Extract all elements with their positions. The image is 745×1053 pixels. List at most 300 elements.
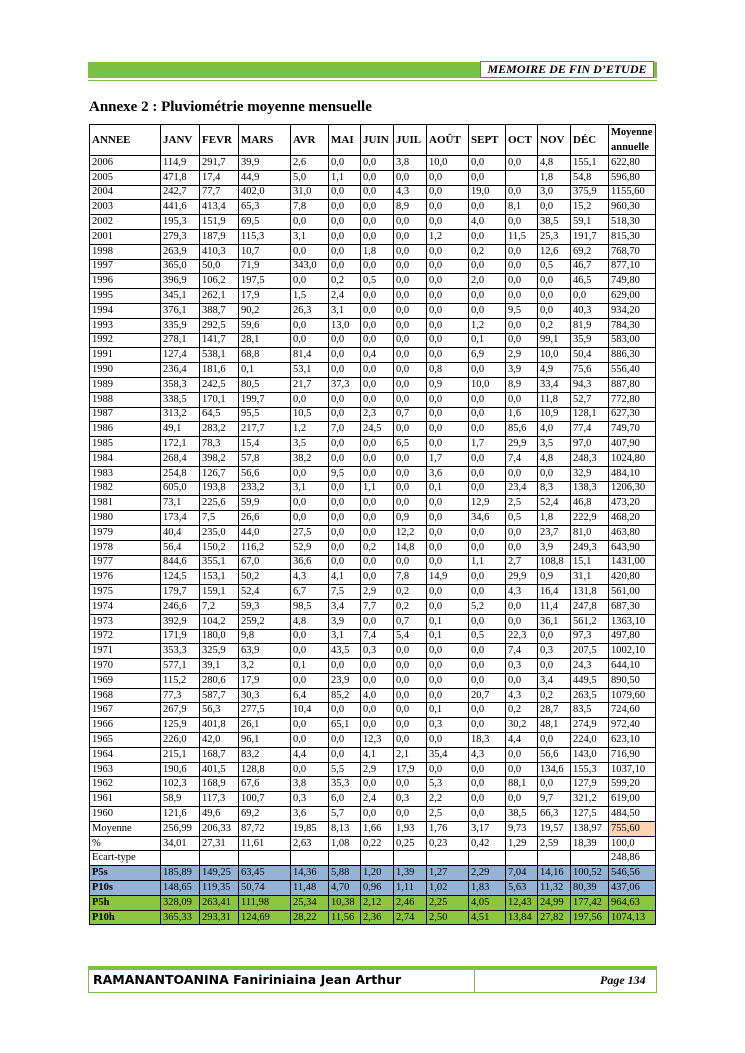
table-cell: 0,3: [361, 644, 394, 659]
table-cell: 25,34: [291, 895, 329, 910]
table-cell: 52,4: [538, 496, 571, 511]
table-cell: 263,5: [571, 688, 609, 703]
table-cell: 1363,10: [609, 614, 656, 629]
table-cell: 398,2: [200, 451, 239, 466]
table-cell: 13,84: [506, 910, 538, 925]
table-cell: 0,0: [427, 185, 469, 200]
table-cell: 149,25: [200, 866, 239, 881]
table-cell: 11,61: [239, 836, 291, 851]
table-cell: 191,7: [571, 229, 609, 244]
table-cell: 0,0: [469, 585, 506, 600]
table-cell: 0,0: [427, 244, 469, 259]
table-cell: 1963: [90, 762, 161, 777]
table-cell: 0,0: [361, 614, 394, 629]
table-cell: 376,1: [161, 303, 200, 318]
table-cell: 1988: [90, 392, 161, 407]
table-cell: 80,5: [239, 377, 291, 392]
table-cell: 207,5: [571, 644, 609, 659]
table-cell: 844,6: [161, 555, 200, 570]
table-cell: 2,46: [394, 895, 427, 910]
table-cell: 716,90: [609, 747, 656, 762]
table-cell: 644,10: [609, 659, 656, 674]
table-cell: 81,4: [291, 348, 329, 363]
table-row: [90, 333, 656, 348]
table-cell: 32,9: [571, 466, 609, 481]
table-cell: 0,0: [361, 496, 394, 511]
table-cell: 0,0: [329, 215, 361, 230]
table-cell: 0,0: [361, 570, 394, 585]
table-cell: 81,0: [571, 525, 609, 540]
table-cell: 29,9: [506, 437, 538, 452]
table-row: [90, 274, 656, 289]
table-cell: 0,0: [469, 718, 506, 733]
table-cell: 23,7: [538, 525, 571, 540]
table-cell: 7,8: [291, 200, 329, 215]
table-cell: 1985: [90, 437, 161, 452]
table-cell: 242,5: [200, 377, 239, 392]
table-cell: 69,2: [239, 807, 291, 822]
table-row: [90, 673, 656, 688]
table-cell: 0,0: [469, 703, 506, 718]
table-cell: 293,31: [200, 910, 239, 925]
table-cell: 1,8: [538, 170, 571, 185]
table-cell: 1,1: [329, 170, 361, 185]
table-cell: 10,9: [538, 407, 571, 422]
table-cell: 365,0: [161, 259, 200, 274]
table-cell: 4,8: [291, 614, 329, 629]
table-cell: 114,9: [161, 156, 200, 171]
table-cell: 0,0: [427, 644, 469, 659]
table-cell: 413,4: [200, 200, 239, 215]
table-cell: 14,9: [427, 570, 469, 585]
table-cell: 1990: [90, 363, 161, 378]
table-cell: 3,2: [239, 659, 291, 674]
table-cell: 1981: [90, 496, 161, 511]
table-cell: 1998: [90, 244, 161, 259]
table-cell: 31,0: [291, 185, 329, 200]
table-cell: 0,0: [394, 318, 427, 333]
table-cell: 1,2: [427, 229, 469, 244]
table-cell: 46,5: [571, 274, 609, 289]
table-cell: 3,1: [291, 229, 329, 244]
table-cell: 0,0: [394, 644, 427, 659]
table-cell: 256,99: [161, 821, 200, 836]
table-cell: 274,9: [571, 718, 609, 733]
table-cell: 0,0: [329, 481, 361, 496]
table-cell: 0,7: [394, 407, 427, 422]
table-cell: 115,3: [239, 229, 291, 244]
table-cell: 2,0: [469, 274, 506, 289]
table-row: [90, 156, 656, 171]
table-cell: 28,22: [291, 910, 329, 925]
table-cell: 0,0: [469, 481, 506, 496]
table-cell: 100,52: [571, 866, 609, 881]
table-cell: 0,42: [469, 836, 506, 851]
table-cell: 643,90: [609, 540, 656, 555]
table-cell: 3,4: [538, 673, 571, 688]
table-cell: 8,13: [329, 821, 361, 836]
table-cell: 0,0: [361, 659, 394, 674]
table-cell: 291,7: [200, 156, 239, 171]
table-cell: 31,1: [571, 570, 609, 585]
column-header: JUIL: [394, 125, 427, 156]
table-row: [90, 303, 656, 318]
table-cell: 0,0: [291, 718, 329, 733]
table-cell: 0,8: [427, 363, 469, 378]
table-cell: 0,0: [469, 422, 506, 437]
table-cell: 0,0: [394, 303, 427, 318]
table-cell: 473,20: [609, 496, 656, 511]
table-cell: 0,9: [394, 511, 427, 526]
table-cell: 0,3: [538, 644, 571, 659]
table-cell: 0,0: [506, 792, 538, 807]
table-cell: 0,0: [427, 348, 469, 363]
table-cell: 0,0: [361, 333, 394, 348]
table-cell: 77,4: [571, 422, 609, 437]
table-cell: 2,9: [361, 762, 394, 777]
table-cell: 2006: [90, 156, 161, 171]
table-cell: 8,9: [394, 200, 427, 215]
table-cell: 121,6: [161, 807, 200, 822]
table-cell: 17,9: [239, 673, 291, 688]
row-label: P10s: [90, 881, 161, 896]
table-cell: 57,8: [239, 451, 291, 466]
table-cell: 90,2: [239, 303, 291, 318]
table-cell: 0,0: [506, 318, 538, 333]
table-cell: 59,9: [239, 496, 291, 511]
table-row: [90, 762, 656, 777]
table-cell: 226,0: [161, 733, 200, 748]
column-header: ANNEE: [90, 125, 161, 156]
table-cell: 52,4: [239, 585, 291, 600]
table-cell: 538,1: [200, 348, 239, 363]
table-cell: 1,8: [361, 244, 394, 259]
table-cell: 39,1: [200, 659, 239, 674]
table-cell: 100,7: [239, 792, 291, 807]
table-cell: 0,0: [427, 437, 469, 452]
table-cell: 0,0: [291, 244, 329, 259]
table-cell: 556,40: [609, 363, 656, 378]
table-cell: 388,7: [200, 303, 239, 318]
table-cell: 1,11: [394, 881, 427, 896]
table-cell: 292,5: [200, 318, 239, 333]
table-cell: 623,10: [609, 733, 656, 748]
table-cell: 6,0: [329, 792, 361, 807]
table-cell: 83,5: [571, 703, 609, 718]
table-row: [90, 659, 656, 674]
table-row: [90, 733, 656, 748]
table-cell: 102,3: [161, 777, 200, 792]
table-cell: 168,9: [200, 777, 239, 792]
table-cell: 64,5: [200, 407, 239, 422]
table-cell: 52,7: [571, 392, 609, 407]
table-cell: 2002: [90, 215, 161, 230]
table-row: [90, 540, 656, 555]
table-cell: 338,5: [161, 392, 200, 407]
table-cell: 0,0: [469, 170, 506, 185]
table-cell: 27,31: [200, 836, 239, 851]
table-cell: 0,0: [427, 318, 469, 333]
table-cell: 964,63: [609, 895, 656, 910]
table-cell: 402,0: [239, 185, 291, 200]
table-cell: 2,6: [291, 156, 329, 171]
table-cell: 10,0: [427, 156, 469, 171]
table-cell: 217,7: [239, 422, 291, 437]
row-label: P5h: [90, 895, 161, 910]
table-row: [90, 777, 656, 792]
table-cell: 1982: [90, 481, 161, 496]
table-cell: 0,0: [394, 703, 427, 718]
table-cell: 0,2: [506, 703, 538, 718]
table-cell: 12,6: [538, 244, 571, 259]
table-cell: 3,1: [329, 303, 361, 318]
table-cell: 131,8: [571, 585, 609, 600]
table-cell: 36,1: [538, 614, 571, 629]
table-cell: 248,3: [571, 451, 609, 466]
table-cell: 27,5: [291, 525, 329, 540]
table-cell: 401,8: [200, 718, 239, 733]
table-cell: 497,80: [609, 629, 656, 644]
table-cell: 12,43: [506, 895, 538, 910]
table-cell: 1968: [90, 688, 161, 703]
table-cell: 3,6: [427, 466, 469, 481]
table-cell: 14,16: [538, 866, 571, 881]
table-cell: 263,41: [200, 895, 239, 910]
table-cell: 10,7: [239, 244, 291, 259]
table-cell: 233,2: [239, 481, 291, 496]
table-cell: 85,6: [506, 422, 538, 437]
table-cell: 0,96: [361, 881, 394, 896]
table-cell: 0,0: [427, 688, 469, 703]
table-cell: 0,0: [329, 348, 361, 363]
table-cell: 8,3: [538, 481, 571, 496]
table-cell: 0,0: [506, 274, 538, 289]
table-cell: 0,7: [394, 614, 427, 629]
table-cell: 5,7: [329, 807, 361, 822]
table-cell: 2,9: [361, 585, 394, 600]
table-cell: 0,0: [538, 303, 571, 318]
table-cell: 1002,10: [609, 644, 656, 659]
table-cell: 4,0: [469, 215, 506, 230]
table-cell: 0,0: [329, 733, 361, 748]
table-cell: 0,0: [329, 525, 361, 540]
table-cell: 53,1: [291, 363, 329, 378]
table-cell: 199,7: [239, 392, 291, 407]
table-cell: 0,0: [329, 392, 361, 407]
table-cell: 0,0: [469, 407, 506, 422]
table-cell: 5,2: [469, 599, 506, 614]
table-cell: 0,0: [394, 496, 427, 511]
table-cell: 7,5: [200, 511, 239, 526]
table-cell: 4,0: [361, 688, 394, 703]
table-cell: 0,0: [538, 200, 571, 215]
table-cell: 0,0: [469, 259, 506, 274]
table-cell: 225,6: [200, 496, 239, 511]
table-cell: 50,74: [239, 881, 291, 896]
table-cell: 2,36: [361, 910, 394, 925]
table-cell: 0,0: [361, 673, 394, 688]
table-cell: 599,20: [609, 777, 656, 792]
table-cell: 1,1: [361, 481, 394, 496]
table-cell: 0,2: [538, 688, 571, 703]
table-cell: 0,0: [291, 733, 329, 748]
table-row: [90, 451, 656, 466]
table-cell: 1,39: [394, 866, 427, 881]
table-cell: 56,3: [200, 703, 239, 718]
table-cell: 0,1: [427, 629, 469, 644]
table-cell: 1960: [90, 807, 161, 822]
summary-row: [90, 881, 656, 896]
table-cell: 4,70: [329, 881, 361, 896]
table-cell: 26,1: [239, 718, 291, 733]
table-cell: 0,0: [329, 244, 361, 259]
table-cell: 148,65: [161, 881, 200, 896]
table-cell: 0,0: [291, 318, 329, 333]
table-cell: 24,5: [361, 422, 394, 437]
table-cell: 181,6: [200, 363, 239, 378]
table-cell: 772,80: [609, 392, 656, 407]
table-cell: 0,0: [506, 244, 538, 259]
table-cell: 104,2: [200, 614, 239, 629]
table-cell: 15,4: [239, 437, 291, 452]
summary-row: [90, 851, 656, 866]
table-cell: 0,0: [361, 318, 394, 333]
table-cell: 0,0: [506, 540, 538, 555]
table-cell: 0,0: [361, 718, 394, 733]
table-cell: 0,0: [329, 437, 361, 452]
table-cell: 4,1: [329, 570, 361, 585]
table-cell: 127,4: [161, 348, 200, 363]
table-cell: 890,50: [609, 673, 656, 688]
table-cell: 0,9: [538, 570, 571, 585]
table-cell: 155,3: [571, 762, 609, 777]
table-cell: 259,2: [239, 614, 291, 629]
table-cell: 0,2: [361, 540, 394, 555]
table-cell: 0,0: [427, 259, 469, 274]
table-cell: 0,0: [394, 673, 427, 688]
table-cell: 407,90: [609, 437, 656, 452]
table-row: [90, 348, 656, 363]
table-cell: 0,0: [571, 289, 609, 304]
table-cell: 262,1: [200, 289, 239, 304]
table-cell: 3,17: [469, 821, 506, 836]
table-cell: 2,12: [361, 895, 394, 910]
table-cell: 206,33: [200, 821, 239, 836]
table-cell: 0,0: [291, 673, 329, 688]
table-cell: 99,1: [538, 333, 571, 348]
column-header: AOÛT: [427, 125, 469, 156]
table-cell: 224,0: [571, 733, 609, 748]
summary-row: [90, 821, 656, 836]
table-cell: 0,0: [394, 215, 427, 230]
table-cell: 4,3: [469, 747, 506, 762]
table-row: [90, 629, 656, 644]
table-cell: 561,2: [571, 614, 609, 629]
table-cell: 0,5: [538, 259, 571, 274]
table-cell: 0,2: [394, 599, 427, 614]
table-cell: 1037,10: [609, 762, 656, 777]
table-row: [90, 644, 656, 659]
table-cell: 0,0: [427, 659, 469, 674]
table-cell: 0,0: [538, 629, 571, 644]
table-cell: [469, 851, 506, 866]
table-cell: 0,0: [427, 540, 469, 555]
table-cell: 8,9: [506, 377, 538, 392]
table-cell: 23,4: [506, 481, 538, 496]
table-cell: 1995: [90, 289, 161, 304]
table-row: [90, 259, 656, 274]
table-cell: 17,4: [200, 170, 239, 185]
table-cell: 1,8: [538, 511, 571, 526]
table-cell: 1,08: [329, 836, 361, 851]
column-header: OCT: [506, 125, 538, 156]
table-cell: 0,0: [506, 333, 538, 348]
table-cell: 627,30: [609, 407, 656, 422]
table-cell: 56,6: [538, 747, 571, 762]
table-cell: 173,4: [161, 511, 200, 526]
table-cell: 335,9: [161, 318, 200, 333]
table-cell: 0,0: [394, 555, 427, 570]
table-cell: 0,0: [538, 466, 571, 481]
table-cell: 85,2: [329, 688, 361, 703]
table-cell: 546,56: [609, 866, 656, 881]
table-cell: 0,0: [394, 274, 427, 289]
table-cell: [506, 170, 538, 185]
table-cell: 34,6: [469, 511, 506, 526]
table-row: [90, 511, 656, 526]
table-cell: 815,30: [609, 229, 656, 244]
table-cell: 0,0: [394, 289, 427, 304]
table-cell: [394, 851, 427, 866]
table-cell: 0,0: [291, 762, 329, 777]
table-cell: 0,1: [239, 363, 291, 378]
table-cell: 0,3: [291, 792, 329, 807]
table-cell: 0,0: [394, 348, 427, 363]
table-cell: 3,1: [329, 629, 361, 644]
table-cell: 0,9: [427, 377, 469, 392]
table-cell: 0,0: [469, 777, 506, 792]
table-cell: 254,8: [161, 466, 200, 481]
table-cell: 355,1: [200, 555, 239, 570]
table-cell: 2,4: [329, 289, 361, 304]
table-cell: 0,0: [361, 156, 394, 171]
table-cell: 1966: [90, 718, 161, 733]
table-cell: 0,5: [361, 274, 394, 289]
table-cell: 12,3: [361, 733, 394, 748]
table-cell: 0,0: [329, 659, 361, 674]
table-cell: 1431,00: [609, 555, 656, 570]
table-cell: 48,1: [538, 718, 571, 733]
table-cell: 97,0: [571, 437, 609, 452]
row-label: P5s: [90, 866, 161, 881]
table-cell: 0,0: [469, 762, 506, 777]
table-cell: 972,40: [609, 718, 656, 733]
table-cell: 50,4: [571, 348, 609, 363]
table-cell: 0,0: [506, 156, 538, 171]
column-header: Moyenne annuelle: [609, 125, 656, 156]
table-cell: 15,2: [571, 200, 609, 215]
table-cell: 4,3: [291, 570, 329, 585]
table-cell: 1973: [90, 614, 161, 629]
table-cell: 116,2: [239, 540, 291, 555]
table-cell: 0,0: [506, 673, 538, 688]
table-cell: [291, 851, 329, 866]
table-cell: 1996: [90, 274, 161, 289]
table-cell: 18,39: [571, 836, 609, 851]
table-cell: 687,30: [609, 599, 656, 614]
table-cell: 622,80: [609, 156, 656, 171]
table-cell: 0,0: [427, 392, 469, 407]
